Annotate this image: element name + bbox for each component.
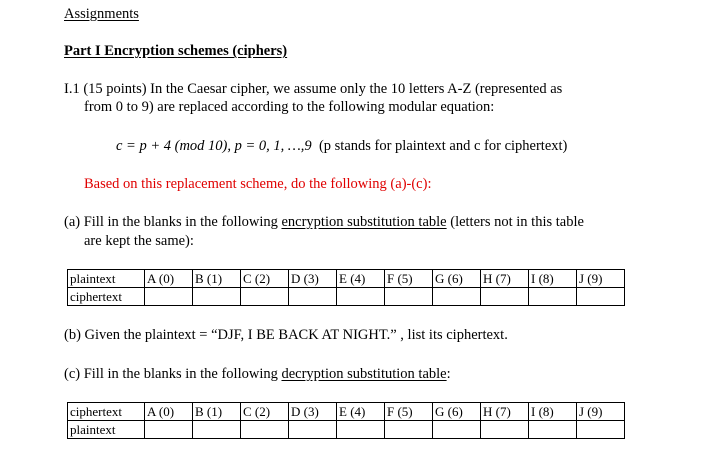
- blank-answer-cell: [241, 288, 289, 306]
- letter-cell: G (6): [433, 270, 481, 288]
- blank-answer-cell: [433, 288, 481, 306]
- table-row: [68, 403, 625, 421]
- row-header-ciphertext: ciphertext: [68, 403, 145, 421]
- blank-answer-cell: [193, 421, 241, 439]
- table-row: [68, 421, 625, 439]
- row-header-plaintext: plaintext: [68, 421, 145, 439]
- encryption-substitution-table: [67, 269, 625, 306]
- blank-answer-cell: [193, 288, 241, 306]
- letter-cell: E (4): [337, 270, 385, 288]
- part-a-line-2: are kept the same):: [84, 233, 194, 249]
- blank-answer-cell: [481, 421, 529, 439]
- part-c-text-end: :: [446, 366, 451, 382]
- part-a-text-start: (a) Fill in the blanks in the following: [64, 214, 282, 230]
- question-1-line-2: from 0 to 9) are replaced according to the following modular equation:: [84, 99, 495, 115]
- part-b-text: (b) Given the plaintext = “DJF, I BE BACK AT NIGHT.” , list its ciphertext.: [64, 327, 508, 343]
- part-a-line-1: [64, 213, 584, 231]
- letter-cell: I (8): [529, 403, 577, 421]
- letter-cell: A (0): [145, 403, 193, 421]
- letter-cell: B (1): [193, 270, 241, 288]
- equation-expression: c = p + 4 (mod 10), p = 0, 1, …,9: [116, 138, 312, 154]
- letter-cell: B (1): [193, 403, 241, 421]
- blank-answer-cell: [289, 421, 337, 439]
- part-title: Part I Encryption schemes (ciphers): [64, 43, 288, 59]
- letter-cell: F (5): [385, 270, 433, 288]
- blank-answer-cell: [241, 421, 289, 439]
- question-1-line-1: I.1 (15 points) In the Caesar cipher, we assume only the 10 letters A-Z (represented as: [64, 81, 563, 97]
- table-row: [68, 288, 625, 306]
- blank-answer-cell: [577, 421, 625, 439]
- letter-cell: H (7): [481, 403, 529, 421]
- letter-cell: D (3): [289, 270, 337, 288]
- blank-answer-cell: [385, 421, 433, 439]
- letter-cell: F (5): [385, 403, 433, 421]
- part-a-text-end: (letters not in this table: [446, 214, 584, 230]
- row-header-plaintext: plaintext: [68, 270, 145, 288]
- equation-note: (p stands for plaintext and c for ciphertext): [318, 138, 568, 154]
- letter-cell: G (6): [433, 403, 481, 421]
- blank-answer-cell: [577, 288, 625, 306]
- letter-cell: I (8): [529, 270, 577, 288]
- blank-answer-cell: [385, 288, 433, 306]
- decryption-table-reference: decryption substitution table: [281, 366, 447, 382]
- letter-cell: A (0): [145, 270, 193, 288]
- blank-answer-cell: [433, 421, 481, 439]
- blank-answer-cell: [337, 421, 385, 439]
- document-title: Assignments: [64, 6, 139, 22]
- row-header-ciphertext: ciphertext: [68, 288, 145, 306]
- caesar-equation: [116, 137, 567, 155]
- blank-answer-cell: [337, 288, 385, 306]
- instruction-text: Based on this replacement scheme, do the following (a)-(c):: [84, 176, 432, 192]
- blank-answer-cell: [145, 288, 193, 306]
- decryption-substitution-table: [67, 402, 625, 439]
- letter-cell: J (9): [577, 270, 625, 288]
- blank-answer-cell: [481, 288, 529, 306]
- encryption-table-reference: encryption substitution table: [281, 214, 447, 230]
- letter-cell: C (2): [241, 403, 289, 421]
- blank-answer-cell: [289, 288, 337, 306]
- letter-cell: C (2): [241, 270, 289, 288]
- part-c-text-start: (c) Fill in the blanks in the following: [64, 366, 282, 382]
- letter-cell: J (9): [577, 403, 625, 421]
- table-row: [68, 270, 625, 288]
- letter-cell: D (3): [289, 403, 337, 421]
- blank-answer-cell: [529, 288, 577, 306]
- letter-cell: E (4): [337, 403, 385, 421]
- blank-answer-cell: [145, 421, 193, 439]
- part-c-line: [64, 365, 451, 383]
- blank-answer-cell: [529, 421, 577, 439]
- letter-cell: H (7): [481, 270, 529, 288]
